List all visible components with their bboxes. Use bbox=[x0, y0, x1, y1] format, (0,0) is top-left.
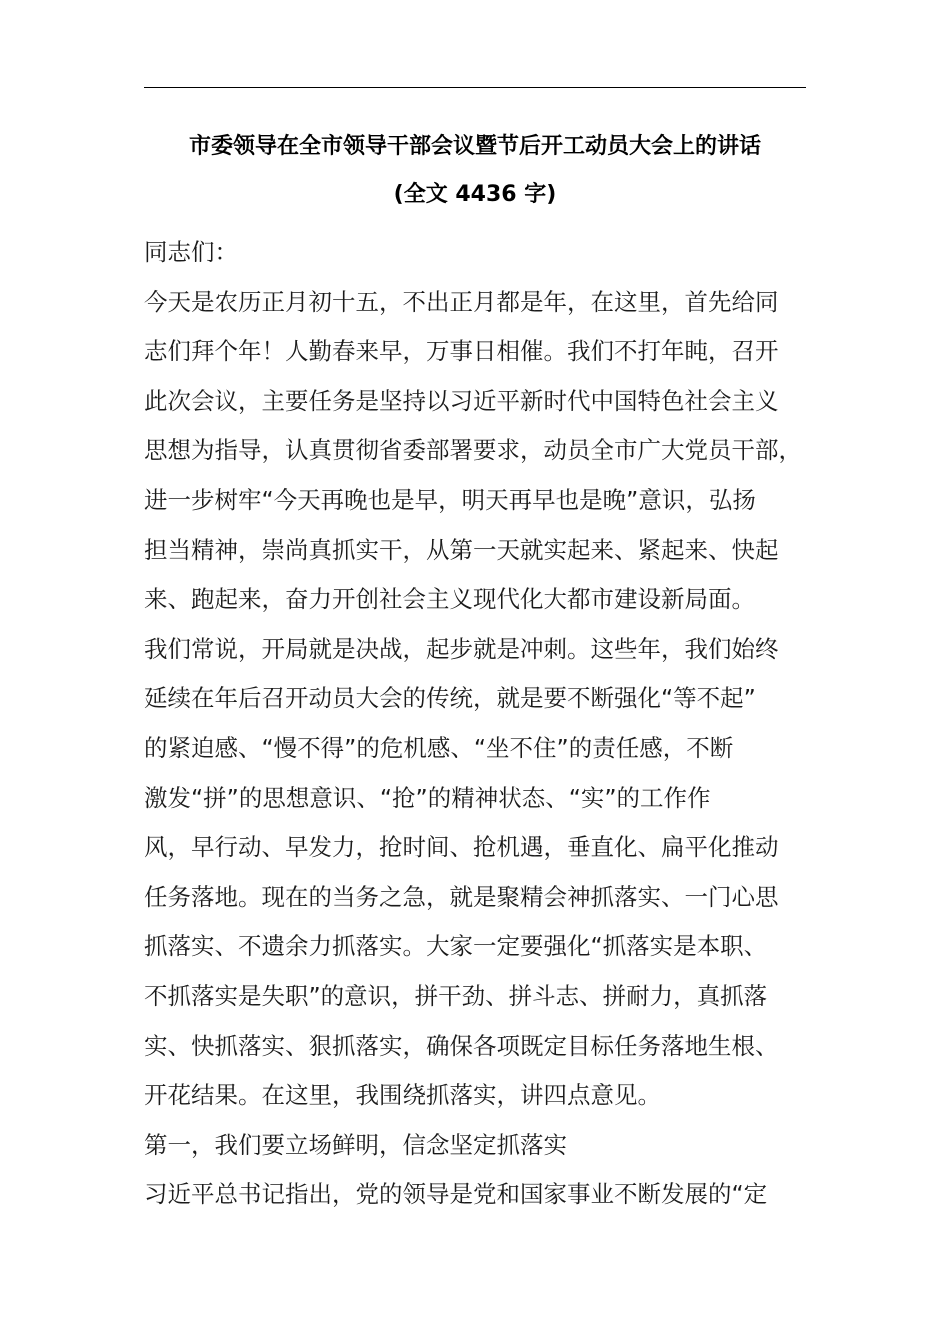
document-subtitle: (全文 4436 字) bbox=[393, 182, 557, 207]
body-line: 的紧迫感、“慢不得”的危机感、“坐不住”的责任感，不断 bbox=[144, 733, 734, 762]
body-line: 我们常说，开局就是决战，起步就是冲刺。这些年，我们始终 bbox=[144, 634, 779, 663]
body-line: 不抓落实是失职”的意识，拼干劲、拼斗志、拼耐力，真抓落 bbox=[144, 981, 768, 1010]
body-line: 实、快抓落实、狠抓落实，确保各项既定目标任务落地生根、 bbox=[144, 1031, 779, 1060]
document-title: 市委领导在全市领导干部会议暨节后开工动员大会上的讲话 bbox=[188, 134, 761, 159]
body-line: 思想为指导，认真贯彻省委部署要求，动员全市广大党员干部， bbox=[144, 436, 802, 465]
body-line: 担当精神，崇尚真抓实干，从第一天就实起来、紧起来、快起 bbox=[144, 535, 779, 564]
body-line: 抓落实、不遗余力抓落实。大家一定要强化“抓落实是本职、 bbox=[144, 932, 768, 961]
section-heading: 第一，我们要立场鲜明，信念坚定抓落实 bbox=[144, 1130, 567, 1159]
body-line: 来、跑起来，奋力开创社会主义现代化大都市建设新局面。 bbox=[144, 585, 755, 614]
body-line: 任务落地。现在的当务之急，就是聚精会神抓落实、一门心思 bbox=[144, 882, 779, 911]
body-line: 开花结果。在这里，我围绕抓落实，讲四点意见。 bbox=[144, 1081, 661, 1110]
body-line: 进一步树牢“今天再晚也是早，明天再早也是晚”意识，弘扬 bbox=[144, 485, 756, 514]
body-line: 志们拜个年！人勤春来早，万事日相催。我们不打年盹，召开 bbox=[144, 337, 779, 366]
header-rule bbox=[144, 87, 806, 88]
body-line: 此次会议，主要任务是坚持以习近平新时代中国特色社会主义 bbox=[144, 386, 779, 415]
document-body bbox=[144, 228, 808, 1220]
body-line: 今天是农历正月初十五，不出正月都是年，在这里，首先给同 bbox=[144, 287, 779, 316]
body-line: 延续在年后召开动员大会的传统，就是要不断强化“等不起” bbox=[144, 684, 756, 713]
salutation-line: 同志们： bbox=[144, 238, 238, 266]
body-line: 习近平总书记指出，党的领导是党和国家事业不断发展的“定 bbox=[144, 1180, 768, 1209]
body-line: 风，早行动、早发力，抢时间、抢机遇，垂直化、扁平化推动 bbox=[144, 833, 779, 862]
body-line: 激发“拼”的思想意识、“抢”的精神状态、“实”的工作作 bbox=[144, 783, 711, 812]
